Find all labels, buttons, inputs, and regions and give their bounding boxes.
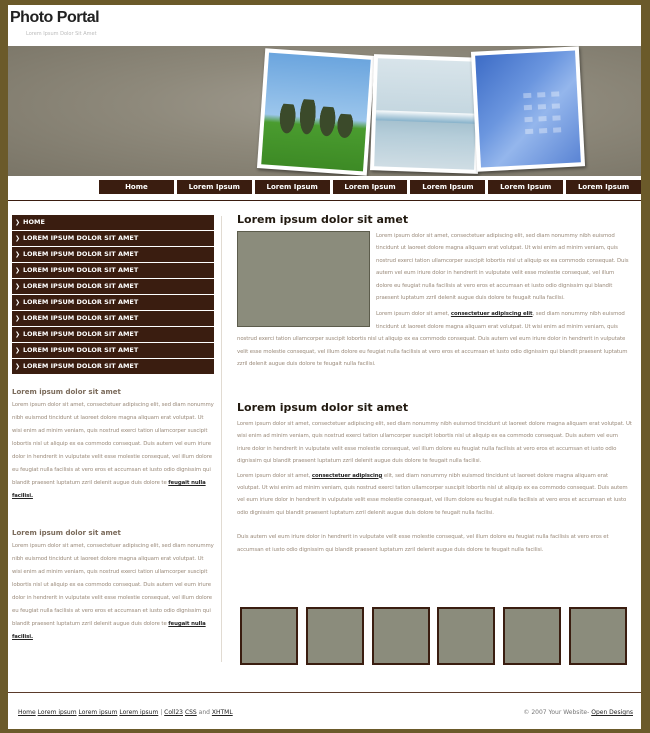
sidebar-item[interactable] bbox=[12, 231, 214, 246]
nav-item-lorem-2[interactable]: Lorem Ipsum bbox=[255, 180, 330, 194]
sidebar-text-block bbox=[12, 529, 214, 644]
arrow-right-icon: ❯ bbox=[15, 299, 21, 306]
sidebar-item-label: LOREM IPSUM DOLOR SIT AMET bbox=[23, 314, 139, 322]
column-divider bbox=[221, 216, 222, 662]
sidebar-item[interactable] bbox=[12, 247, 214, 262]
sidebar-item-label: LOREM IPSUM DOLOR SIT AMET bbox=[23, 346, 139, 354]
arrow-right-icon: ❯ bbox=[15, 363, 21, 370]
tree-icon bbox=[297, 99, 318, 138]
sidebar-block-link[interactable]: feugait nulla facilisi. bbox=[12, 621, 206, 640]
arrow-right-icon: ❯ bbox=[15, 315, 21, 322]
nav-item-lorem-4[interactable]: Lorem Ipsum bbox=[410, 180, 485, 194]
gallery-thumbnail[interactable] bbox=[240, 607, 298, 665]
footer-credits bbox=[523, 709, 633, 716]
sidebar bbox=[12, 215, 214, 644]
tree-icon bbox=[317, 106, 337, 139]
section-paragraph: Lorem ipsum dolor sit amet, consectetuer adipiscing elit, sed diam nonummy nibh euismod tincidunt ut laoreet dolore magna aliquam erat volutpat. Ut wisi enim ad minim veniam, quis nostrud exerci tation ullamcorper suscipit lobortis nisl ut aliquip ex ea commodo consequat. Duis autem vel eum iriure dolor in hendrerit in vulputate velit esse molestie consequat, vel illum dolore eu feugiat nulla facilisis at vero eros et accumsan et iusto odio dignissim qui blandit praesent luptatum zzril delenit augue duis dolore te feugait nulla facilisi. bbox=[237, 421, 632, 465]
copyright-text: © 2007 Your Website- bbox=[523, 709, 590, 716]
nav-item-home[interactable]: Home bbox=[99, 180, 174, 194]
arrow-right-icon: ❯ bbox=[15, 267, 21, 274]
main-section-1 bbox=[237, 213, 632, 370]
footer-link-lorem-2[interactable]: Lorem ipsum bbox=[78, 709, 118, 716]
sidebar-item[interactable] bbox=[12, 263, 214, 278]
footer-link-open-designs[interactable]: Open Designs bbox=[591, 709, 633, 716]
sidebar-block-heading: Lorem ipsum dolor sit amet bbox=[12, 529, 121, 537]
sidebar-item[interactable] bbox=[12, 359, 214, 374]
site-title[interactable]: Photo Portal bbox=[10, 9, 100, 26]
sidebar-item-label: LOREM IPSUM DOLOR SIT AMET bbox=[23, 266, 139, 274]
sidebar-item-label: LOREM IPSUM DOLOR SIT AMET bbox=[23, 282, 139, 290]
nav-item-lorem-6[interactable]: Lorem Ipsum bbox=[566, 180, 641, 194]
sidebar-text-block bbox=[12, 388, 214, 503]
tree-icon bbox=[335, 113, 355, 140]
gallery-thumbnail[interactable] bbox=[306, 607, 364, 665]
footer-divider bbox=[8, 692, 641, 693]
tree-icon bbox=[277, 103, 297, 136]
sidebar-item-label: HOME bbox=[23, 218, 45, 226]
sidebar-item-home[interactable] bbox=[12, 215, 214, 230]
sidebar-item-label: LOREM IPSUM DOLOR SIT AMET bbox=[23, 250, 139, 258]
section-heading: Lorem ipsum dolor sit amet bbox=[237, 401, 409, 414]
arrow-right-icon: ❯ bbox=[15, 283, 21, 290]
gallery-thumbnail[interactable] bbox=[437, 607, 495, 665]
banner-photo-water bbox=[370, 54, 482, 174]
sidebar-item-label: LOREM IPSUM DOLOR SIT AMET bbox=[23, 298, 139, 306]
featured-image[interactable] bbox=[237, 231, 370, 327]
footer-links bbox=[18, 709, 233, 716]
arrow-right-icon: ❯ bbox=[15, 331, 21, 338]
arrow-right-icon: ❯ bbox=[15, 219, 21, 226]
footer-link-css[interactable]: CSS bbox=[184, 709, 197, 716]
footer-and-text: and bbox=[198, 709, 210, 716]
inline-link[interactable]: consectetuer adipiscing elit bbox=[450, 311, 533, 318]
gallery-thumbnail[interactable] bbox=[503, 607, 561, 665]
top-nav bbox=[99, 180, 641, 194]
banner-photo-trees bbox=[257, 48, 375, 175]
arrow-right-icon: ❯ bbox=[15, 235, 21, 242]
gallery-thumbnail[interactable] bbox=[372, 607, 430, 665]
footer-link-lorem-3[interactable]: Lorem ipsum bbox=[119, 709, 159, 716]
sidebar-block-text: Lorem ipsum dolor sit amet, consectetuer adipiscing elit, sed diam nonummy nibh euismod tincidunt ut laoreet dolore magna aliquam erat volutpat. Ut wisi enim ad minim veniam, quis nostrud exerci tation ullamcorper suscipit lobortis nisl ut aliquip ex ea commodo consequat. Duis autem vel eum iriure dolor in hendrerit in vulputate velit esse molestie consequat, vel illum dolore eu feugiat nulla facilisis at vero eros et accumsan et iusto odio dignissim qui blandit praesent luptatum zzril delenit augue duis dolore te feugait nulla facilisi. bbox=[12, 543, 214, 640]
sidebar-block-link[interactable]: feugait nulla facilisi. bbox=[12, 480, 206, 499]
page-container bbox=[8, 5, 641, 729]
sidebar-item[interactable] bbox=[12, 343, 214, 358]
footer-separator: | bbox=[160, 709, 163, 716]
inline-link[interactable]: consectetuer adipiscing bbox=[311, 472, 383, 479]
sidebar-block-text: Lorem ipsum dolor sit amet, consectetuer adipiscing elit, sed diam nonummy nibh euismod tincidunt ut laoreet dolore magna aliquam erat volutpat. Ut wisi enim ad minim veniam, quis nostrud exerci tation ullamcorper suscipit lobortis nisl ut aliquip ex ea commodo consequat. Duis autem vel eum iriure dolor in hendrerit in vulputate velit esse molestie consequat, vel illum dolore eu feugiat nulla facilisis at vero eros et accumsan et iusto odio dignissim qui blandit praesent luptatum zzril delenit augue duis dolore te feugait nulla facilisi. bbox=[12, 402, 214, 499]
footer-link-xhtml[interactable]: XHTML bbox=[211, 709, 233, 716]
nav-item-lorem-5[interactable]: Lorem Ipsum bbox=[488, 180, 563, 194]
footer-link-lorem-1[interactable]: Lorem ipsum bbox=[37, 709, 77, 716]
footer-link-home[interactable]: Home bbox=[18, 709, 36, 716]
sidebar-menu bbox=[12, 215, 214, 374]
arrow-right-icon: ❯ bbox=[15, 347, 21, 354]
sidebar-item[interactable] bbox=[12, 327, 214, 342]
gallery-thumbnail[interactable] bbox=[569, 607, 627, 665]
site-header bbox=[8, 5, 641, 45]
section-paragraph: Duis autem vel eum iriure dolor in hendrerit in vulputate velit esse molestie consequat, vel illum dolore eu feugiat nulla facilisis at vero eros et accumsan et iusto odio dignissim qui blandit praesent luptatum zzril delenit augue duis dolore te feugait nulla facilisi. bbox=[237, 534, 609, 553]
sidebar-item-label: LOREM IPSUM DOLOR SIT AMET bbox=[23, 234, 139, 242]
water-splash bbox=[376, 110, 476, 123]
nav-item-lorem-3[interactable]: Lorem Ipsum bbox=[333, 180, 408, 194]
sidebar-item-label: LOREM IPSUM DOLOR SIT AMET bbox=[23, 330, 139, 338]
sidebar-item[interactable] bbox=[12, 311, 214, 326]
sidebar-item[interactable] bbox=[12, 295, 214, 310]
arrow-right-icon: ❯ bbox=[15, 251, 21, 258]
sidebar-item[interactable] bbox=[12, 279, 214, 294]
thumbnail-gallery bbox=[240, 607, 627, 665]
section-heading: Lorem ipsum dolor sit amet bbox=[237, 213, 409, 226]
nav-item-lorem-1[interactable]: Lorem Ipsum bbox=[177, 180, 252, 194]
main-section-2 bbox=[237, 401, 632, 556]
banner-photo-building bbox=[471, 46, 585, 171]
footer-link-coll23[interactable]: Coll23 bbox=[164, 709, 184, 716]
section-paragraph: Lorem ipsum dolor sit amet, consectetuer adipiscing elit, sed diam nonummy nibh euismod tincidunt ut laoreet dolore magna aliquam erat volutpat. Ut wisi enim ad minim veniam, quis nostrud exerci tation ullamcorper suscipit lobortis nisl ut aliquip ex ea commodo consequat. Duis autem vel eum iriure dolor in hendrerit in vulputate velit esse molestie consequat, vel illum dolore eu feugiat nulla facilisis at vero eros et accumsan et iusto odio dignissim qui blandit praesent luptatum zzril delenit augue duis dolore te feugait nulla facilisi. bbox=[376, 233, 629, 302]
hero-banner bbox=[8, 46, 641, 176]
site-tagline: Lorem Ipsum Dolor Sit Amet bbox=[26, 31, 97, 37]
nav-divider bbox=[8, 200, 641, 201]
sidebar-block-heading: Lorem ipsum dolor sit amet bbox=[12, 388, 121, 396]
section-paragraph: Lorem ipsum dolor sit amet, consectetuer adipiscing elit, sed diam nonummy nibh euismod tincidunt ut laoreet dolore magna aliquam erat volutpat. Ut wisi enim ad minim veniam, quis nostrud exerci tation ullamcorper suscipit lobortis nisl ut aliquip ex ea commodo consequat. Duis autem vel eum iriure dolor in hendrerit in vulputate velit esse molestie consequat, vel illum dolore eu feugiat nulla facilisis at vero eros et accumsan et iusto odio dignissim qui blandit praesent luptatum zzril delenit augue duis dolore te feugait nulla facilisi. bbox=[237, 311, 628, 368]
sidebar-item-label: LOREM IPSUM DOLOR SIT AMET bbox=[23, 362, 139, 370]
section-paragraph: Lorem ipsum dolor sit amet, consectetuer adipiscing elit, sed diam nonummy nibh euismod tincidunt ut laoreet dolore magna aliquam erat volutpat. Ut wisi enim ad minim veniam, quis nostrud exerci tation ullamcorper suscipit lobortis nisl ut aliquip ex ea commodo consequat. Duis autem vel eum iriure dolor in hendrerit in vulputate velit esse molestie consequat, vel illum dolore eu feugiat nulla facilisis at vero eros et accumsan et iusto odio dignissim qui blandit praesent luptatum zzril delenit augue duis dolore te feugait nulla facilisi. bbox=[237, 472, 628, 516]
